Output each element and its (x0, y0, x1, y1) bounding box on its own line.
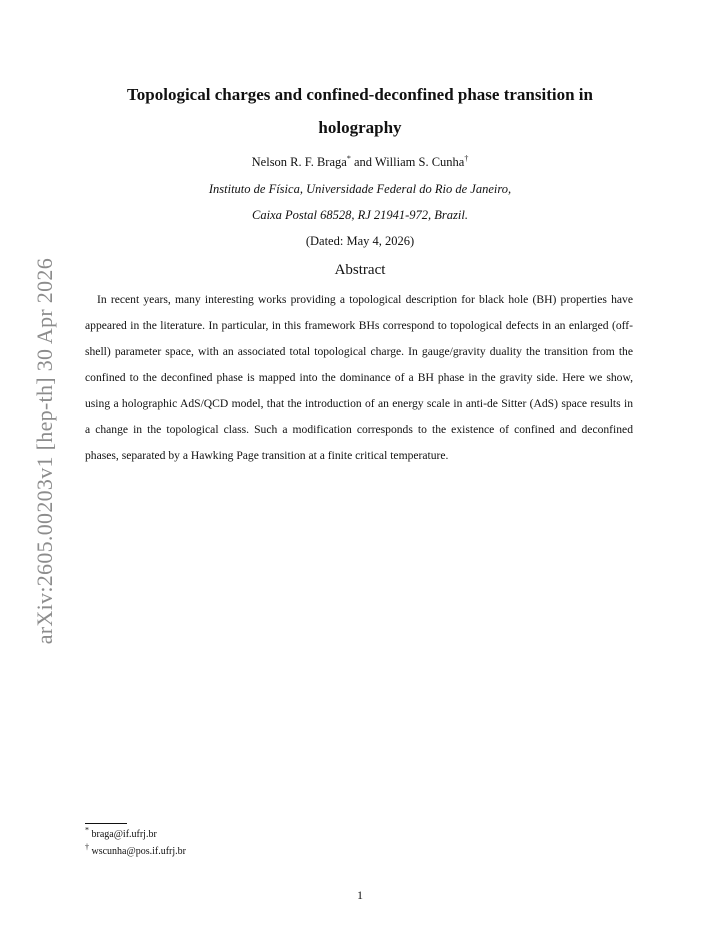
footnote-mark: † (85, 842, 89, 852)
dated-line: (Dated: May 4, 2026) (305, 234, 415, 248)
footnote-mark: * (85, 825, 89, 835)
abstract-text: In recent years, many interesting works providing a topological description for black hole (BH) properties have appeared in the literature. In particular, in this framework BHs correspond to topological defects in an enlarged (off-shell) parameter space, with an associated total topological charge. In gauge/gravity duality the transition from the confined to the deconfined phase is mapped into the dominance of a BH phase in the gravity side. Here we show, using a holographic AdS/QCD model, that the introduction of an energy scale in anti-de Sitter (AdS) space results in a change in the topological class. Such a modification corresponds to the existence of confined and deconfined phases, separated by a Hawking Page transition at a finite critical temperature. (85, 293, 633, 462)
page-number: 1 (357, 888, 363, 902)
affiliation-line: Instituto de Física, Universidade Federal do Rio de Janeiro, (208, 182, 512, 196)
footnote (85, 842, 186, 857)
author-list (90, 155, 630, 170)
footnote-mark: * (346, 153, 351, 163)
paper-title: Topological charges and confined-deconfined phase transition in holography (127, 85, 593, 137)
author-name: William S. Cunha (374, 155, 465, 169)
footnote-email: braga@if.ufrj.br (91, 829, 157, 840)
footnote-divider (85, 823, 127, 824)
author-name: Nelson R. F. Braga (251, 155, 347, 169)
affiliation-line: Caixa Postal 68528, RJ 21941-972, Brazil. (252, 208, 468, 222)
author-connector: and (350, 155, 375, 169)
arxiv-stamp-text: arXiv:2605.00203v1 [hep-th] 30 Apr 2026 (32, 258, 57, 645)
arxiv-identifier-stamp (0, 0, 57, 932)
footnote-email: wscunha@pos.if.ufrj.br (91, 846, 186, 857)
footnote (85, 825, 157, 840)
abstract-heading: Abstract (334, 262, 386, 278)
footnote-mark: † (464, 153, 469, 163)
